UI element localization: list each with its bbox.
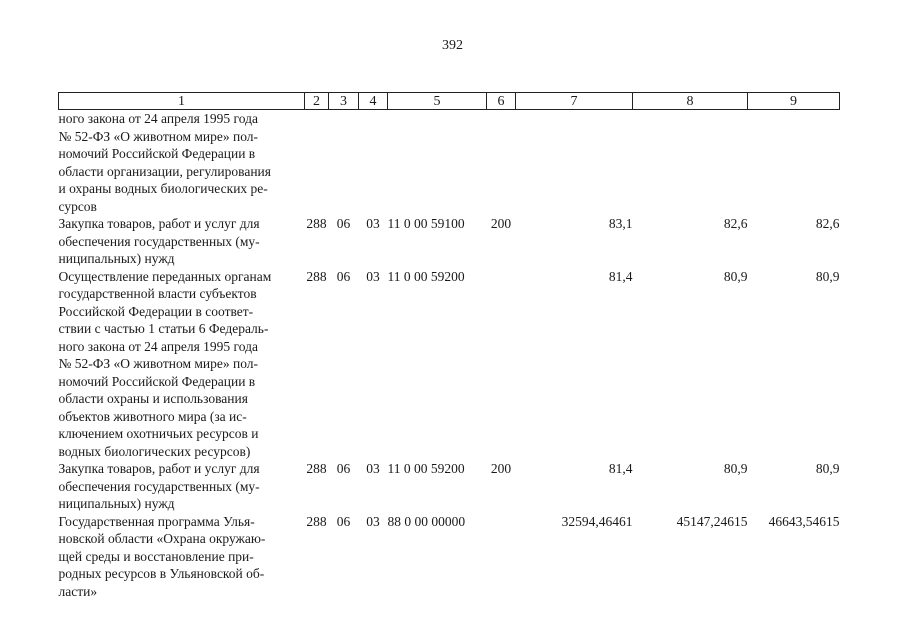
- code-col-expense: 200: [490, 216, 512, 231]
- table-row: [59, 460, 840, 513]
- value-col-7: 81,4: [608, 268, 633, 284]
- description-line: области охраны и использования: [58, 391, 248, 406]
- code-col-ministry: 288: [306, 513, 327, 529]
- description-line: ключением охотничьих ресурсов и: [58, 426, 259, 441]
- code-col-target: 88 0 00 00000: [387, 513, 466, 529]
- code-col-target: 11 0 00 59200: [387, 461, 465, 476]
- description-line: сурсов: [58, 198, 97, 214]
- code-col-section: 06: [336, 513, 351, 529]
- table-row: [59, 513, 840, 601]
- header-cell: 6: [487, 93, 516, 110]
- row-description: [59, 215, 305, 268]
- code-col-target: 11 0 00 59200: [387, 268, 465, 284]
- description-line: ласти»: [58, 583, 98, 599]
- value-col-7: 83,1: [608, 216, 633, 231]
- value-col-9: 80,9: [815, 461, 840, 476]
- value-col-7: [516, 110, 633, 216]
- table-row: [59, 215, 840, 268]
- description-line: государственной власти субъектов: [58, 286, 257, 301]
- code-col-section: [329, 110, 359, 216]
- row-description: [59, 268, 305, 461]
- header-cell: 8: [633, 93, 748, 110]
- value-col-8: 82,6: [723, 216, 748, 231]
- description-line: родных ресурсов в Ульяновской об-: [58, 566, 265, 581]
- budget-table: [58, 92, 840, 600]
- description-line: новской области «Охрана окружаю-: [58, 531, 266, 546]
- code-col-ministry: 288: [306, 216, 327, 231]
- description-line: ствии с частью 1 статьи 6 Федераль-: [58, 321, 269, 336]
- description-line: № 52-ФЗ «О животном мире» пол-: [58, 356, 259, 371]
- description-line: щей среды и восстановление при-: [58, 548, 254, 564]
- header-cell: 4: [359, 93, 388, 110]
- description-line: ного закона от 24 апреля 1995 года: [58, 338, 258, 354]
- code-col-subsection: 03: [366, 268, 380, 284]
- table-body: [59, 110, 840, 601]
- description-line: ного закона от 24 апреля 1995 года: [58, 111, 258, 126]
- description-line: Осуществление переданных органам: [58, 268, 272, 284]
- header-cell: 1: [59, 93, 305, 110]
- description-line: и охраны водных биологических ре-: [58, 181, 268, 196]
- code-col-expense: [487, 110, 516, 216]
- description-line: номочий Российской Федерации в: [58, 373, 256, 389]
- description-line: номочий Российской Федерации в: [58, 146, 256, 161]
- description-line: области организации, регулирования: [58, 163, 271, 179]
- header-cell: 7: [516, 93, 633, 110]
- description-line: Закупка товаров, работ и услуг для: [58, 216, 260, 231]
- description-line: Закупка товаров, работ и услуг для: [58, 461, 260, 476]
- description-line: Российской Федерации в соответ-: [58, 303, 254, 319]
- row-description: [59, 460, 305, 513]
- description-line: водных биологических ресурсов): [58, 443, 251, 459]
- code-col-expense: [487, 268, 516, 461]
- code-col-ministry: 288: [306, 461, 327, 476]
- code-col-ministry: [305, 110, 329, 216]
- row-description: [59, 110, 305, 216]
- value-col-9: 46643,54615: [768, 513, 840, 529]
- description-line: ниципальных) нужд: [58, 251, 175, 266]
- code-col-subsection: [359, 110, 388, 216]
- header-cell: 9: [748, 93, 840, 110]
- row-description: [59, 513, 305, 601]
- code-col-subsection: 03: [366, 513, 380, 529]
- code-col-subsection: 03: [366, 216, 380, 231]
- table-row: [59, 268, 840, 461]
- code-col-target: 11 0 00 59100: [387, 216, 465, 231]
- code-col-subsection: 03: [366, 461, 380, 476]
- value-col-9: [748, 110, 840, 216]
- value-col-9: 82,6: [815, 216, 840, 231]
- code-col-section: 06: [336, 216, 351, 231]
- header-row: [59, 93, 840, 110]
- code-col-ministry: 288: [306, 268, 327, 284]
- header-cell: 3: [329, 93, 359, 110]
- code-col-target: [388, 110, 487, 216]
- description-line: ниципальных) нужд: [58, 496, 175, 511]
- table-row: [59, 110, 840, 216]
- value-col-8: 80,9: [723, 461, 748, 476]
- code-col-expense: 200: [490, 461, 512, 476]
- header-cell: 5: [388, 93, 487, 110]
- description-line: обеспечения государственных (му-: [58, 478, 260, 494]
- description-line: объектов животного мира (за ис-: [58, 408, 247, 424]
- header-cell: 2: [305, 93, 329, 110]
- value-col-9: 80,9: [815, 268, 840, 284]
- value-col-7: 81,4: [608, 461, 633, 476]
- value-col-8: 80,9: [723, 268, 748, 284]
- code-col-section: 06: [336, 461, 351, 476]
- description-line: № 52-ФЗ «О животном мире» пол-: [58, 128, 259, 144]
- value-col-8: [633, 110, 748, 216]
- code-col-expense: [487, 513, 516, 601]
- value-col-7: 32594,46461: [561, 513, 633, 529]
- description-line: обеспечения государственных (му-: [58, 233, 260, 249]
- code-col-section: 06: [336, 268, 351, 284]
- description-line: Государственная программа Улья-: [58, 513, 255, 529]
- value-col-8: 45147,24615: [676, 513, 748, 529]
- page-number: 392: [442, 38, 463, 53]
